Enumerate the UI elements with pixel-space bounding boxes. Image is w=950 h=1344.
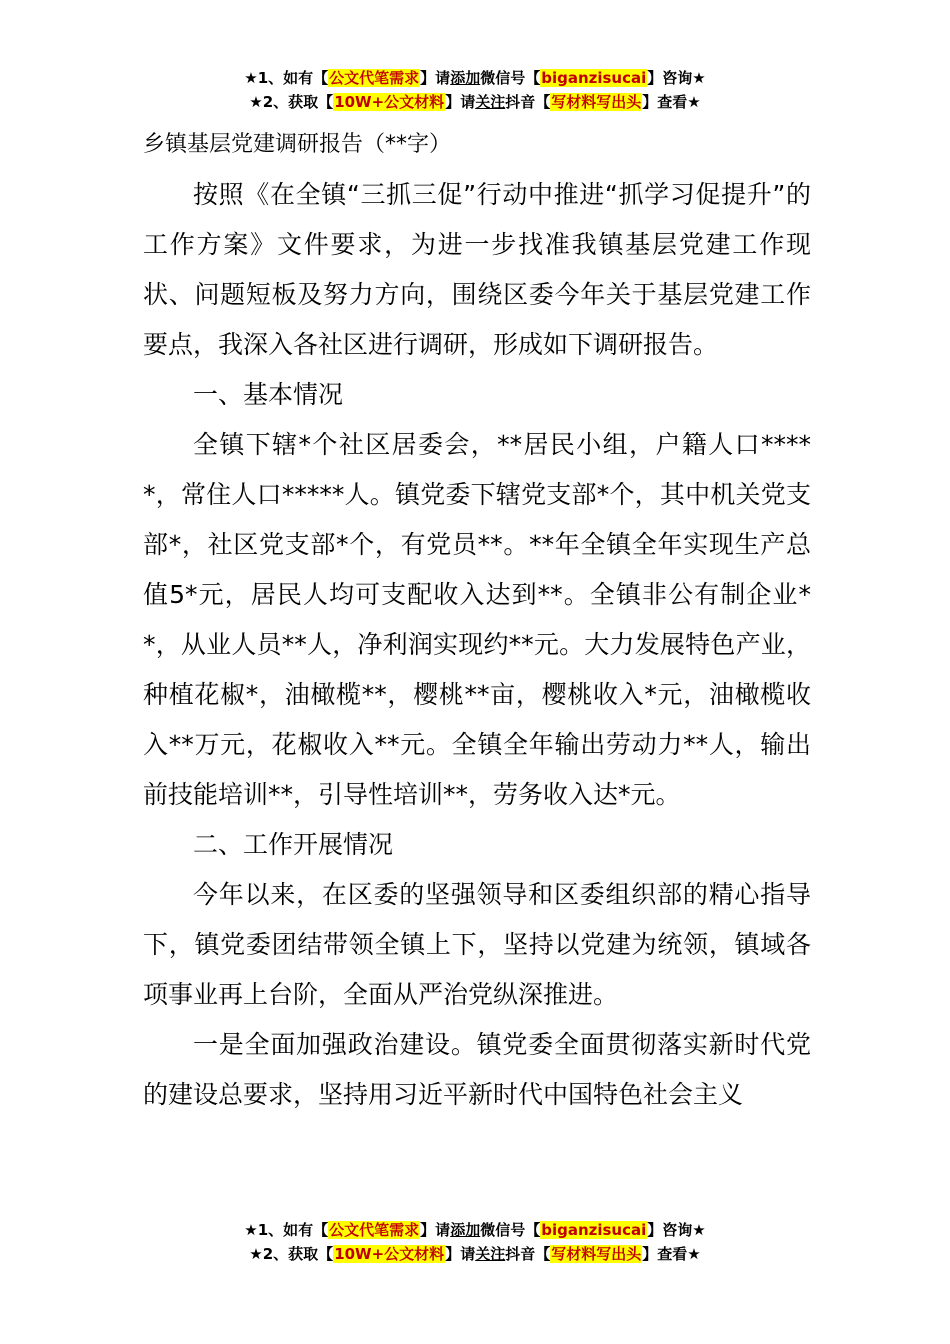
promo-text: 】请 bbox=[445, 1245, 476, 1263]
promo-highlight: 10W+公文材料 bbox=[334, 1245, 445, 1263]
promo-line-2 bbox=[0, 90, 950, 114]
promo-line-2 bbox=[0, 1242, 950, 1266]
footer-promo-banner bbox=[0, 1218, 950, 1266]
promo-underlined: 添加 bbox=[450, 1221, 481, 1239]
promo-highlight: 写材料写出头 bbox=[551, 1245, 642, 1263]
promo-underlined: 关注 bbox=[475, 1245, 506, 1263]
section-heading-work-progress: 二、工作开展情况 bbox=[193, 830, 394, 859]
promo-text: 抖音【 bbox=[505, 93, 551, 111]
promo-text: 抖音【 bbox=[505, 1245, 551, 1263]
promo-text: 】请 bbox=[420, 69, 451, 87]
promo-text: 】咨询★ bbox=[647, 69, 706, 87]
promo-highlight: biganzisucai bbox=[541, 1221, 647, 1239]
promo-underlined: 添加 bbox=[450, 69, 481, 87]
promo-highlight: 10W+公文材料 bbox=[334, 93, 445, 111]
promo-text: 】请 bbox=[420, 1221, 451, 1239]
promo-text: 】咨询★ bbox=[647, 1221, 706, 1239]
header-promo-banner bbox=[0, 66, 950, 114]
promo-text: 微信号【 bbox=[480, 1221, 541, 1239]
promo-underlined: 关注 bbox=[475, 93, 506, 111]
promo-line-1 bbox=[0, 66, 950, 90]
promo-highlight: 写材料写出头 bbox=[551, 93, 642, 111]
paragraph-work-progress: 今年以来，在区委的坚强领导和区委组织部的精心指导下，镇党委团结带领全镇上下，坚持以党建为统领，镇域各项事业再上台阶，全面从严治党纵深推进。 bbox=[143, 880, 811, 1009]
promo-text: ★2、获取【 bbox=[249, 1245, 334, 1263]
promo-line-1 bbox=[0, 1218, 950, 1242]
promo-highlight: 公文代笔需求 bbox=[329, 69, 420, 87]
document-body bbox=[143, 170, 811, 1120]
promo-text: 】查看★ bbox=[642, 1245, 701, 1263]
paragraph-intro: 按照《在全镇“三抓三促”行动中推进“抓学习促提升”的工作方案》文件要求，为进一步找准我镇基层党建工作现状、问题短板及努力方向，围绕区委今年关于基层党建工作要点，我深入各社区进行调研，形成如下调研报告。 bbox=[143, 180, 811, 359]
paragraph-political-building: 一是全面加强政治建设。镇党委全面贯彻落实新时代党的建设总要求，坚持用习近平新时代中国特色社会主义 bbox=[143, 1030, 811, 1109]
promo-text: ★2、获取【 bbox=[249, 93, 334, 111]
section-heading-basic-info: 一、基本情况 bbox=[193, 380, 344, 409]
promo-highlight: 公文代笔需求 bbox=[329, 1221, 420, 1239]
promo-text: ★1、如有【 bbox=[244, 69, 329, 87]
promo-text: 微信号【 bbox=[480, 69, 541, 87]
promo-text: 】查看★ bbox=[642, 93, 701, 111]
paragraph-basic-info: 全镇下辖*个社区居委会，**居民小组，户籍人口*****，常住人口*****人。镇党委下辖党支部*个，其中机关党支部*，社区党支部*个，有党员**。**年全镇全年实现生产总值5*元，居民人均可支配收入达到**。全镇非公有制企业**，从业人员**人，净利润实现约**元。大力发展特色产业，种植花椒*，油橄榄**，樱桃**亩，樱桃收入*元，油橄榄收入**万元，花椒收入**元。全镇全年输出劳动力**人，输出前技能培训**，引导性培训**，劳务收入达*元。 bbox=[143, 430, 811, 809]
document-title: 乡镇基层党建调研报告（**字） bbox=[143, 132, 452, 157]
promo-highlight: biganzisucai bbox=[541, 69, 647, 87]
promo-text: ★1、如有【 bbox=[244, 1221, 329, 1239]
promo-text: 】请 bbox=[445, 93, 476, 111]
